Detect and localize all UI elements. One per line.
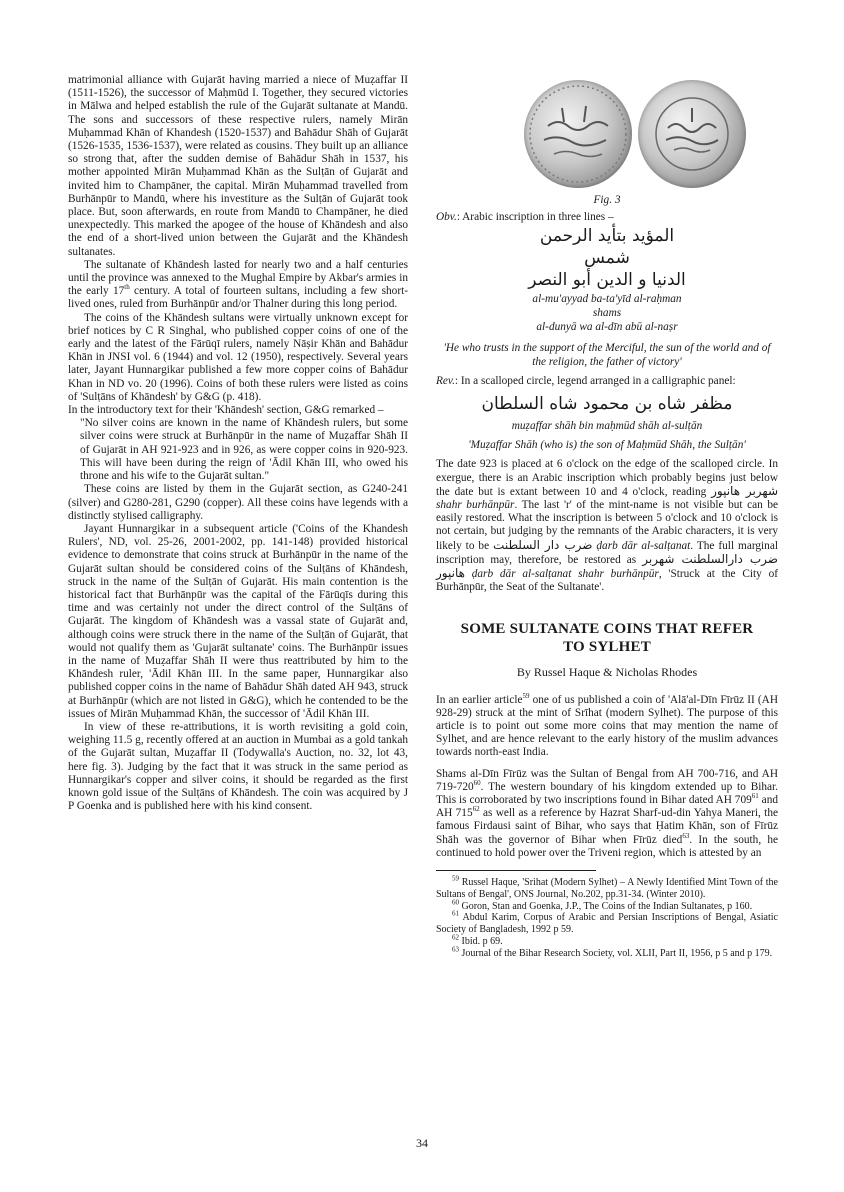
coin-reverse-image xyxy=(638,80,746,188)
text-span: as well as a reference by Hazrat Sharf-ud-din Yahya Maneri, the famous Firdausi saint of Bihar, who says that Ḥatim Khān, son of Fīrūz Shāh was the governor of Bihar when Fīrūz died xyxy=(436,807,778,846)
italic-span: ḍarb dār al-salṭanat shahr burhānpūr xyxy=(464,568,659,581)
footnote-ref[interactable]: 59 xyxy=(522,691,530,700)
footnote-divider xyxy=(436,870,596,871)
italic-span: ḍarb dār al-salṭanat xyxy=(592,539,691,552)
text-span: and AH 715 xyxy=(436,794,778,820)
footnote-number: 60 xyxy=(452,898,459,907)
footnote-text: Goron, Stan and Goenka, J.P., The Coins of the Indian Sultanates, p 160. xyxy=(459,900,753,912)
arabic-inline: ضرب دارالسلطنت شهربر هانپور xyxy=(436,551,778,581)
footnote-number: 59 xyxy=(452,874,459,883)
transliteration xyxy=(436,292,778,334)
text-span: : Arabic inscription in three lines – xyxy=(456,211,614,224)
italic-span: shahr burhānpūr xyxy=(436,499,515,512)
figure-caption: Fig. 3 xyxy=(593,194,621,206)
paragraph: In view of these re-attributions, it is worth revisiting a gold coin, weighing 11.5 g, recently offered at an auction in Mumbai as a gold tankah of the Gujarāt sultan, Muẓaffar II (Todywalla's Auction, no. 32, lot 43, here fig. 3). Judging by the fact that it was struck in the same period as Hunnargikar's copper and silver coins, it should be regarded as the first known gold issue of the Sulṭāns of Khāndesh. The coin was acquired by J P Goenka and is published here with his kind consent. xyxy=(68,720,408,813)
footnote-ref[interactable]: 62 xyxy=(472,805,480,814)
arabic-inline: شهربر هانپور xyxy=(711,483,779,498)
footnote-number: 61 xyxy=(452,910,459,919)
footnote xyxy=(436,912,778,936)
footnote xyxy=(436,898,778,913)
heading-line: SOME SULTANATE COINS THAT REFER xyxy=(460,621,754,638)
translation: 'He who trusts in the support of the Merciful, the sun of the world and of the religion, the father of victory' xyxy=(443,342,771,368)
superscript: th xyxy=(124,283,130,292)
translit-line: al-dunyā wa al-dīn abū al-naṣr xyxy=(536,321,678,334)
transliteration: muẓaffar shāh bin maḥmūd shāh al-sulṭān xyxy=(511,420,703,433)
paragraph xyxy=(436,768,778,860)
right-column xyxy=(436,80,778,960)
text-span: : In a scalloped circle, legend arranged in a calligraphic panel: xyxy=(454,374,736,387)
footnote-text: Ibid. p 69. xyxy=(459,936,503,948)
reverse-description xyxy=(436,375,778,388)
paragraph: Jayant Hunnargikar in a subsequent article ('Coins of the Khandesh Rulers', ND, vol. 25-26, 2001-2002, pp. 141-148) provided historical evidence to demonstrate that coins struck at Burhānpūr in the name of the Gujarāt sultan should be considered coins of the Sulṭāns of Khāndesh, struck in the name of the Sulṭān of Gujarāt. His main contention is the historical fact that Burhānpūr was the capital of the Fārūqīs during this time and was certainly not under the direct control of the Sulṭāns of Gujarāt. The kingdom of Khāndesh was a vassal state of Gujarāt and, although coins were struck there in the name of the Sulṭān of Gujarāt, that would not qualify them as 'Gujarāt sultanate' coins. The Burhānpūr issues in the name of Muẓaffar Shāh II were thus reattributed by him to the Khāndesh ruler, 'Ādil Khān III. In the same paper, Hunnargikar also published copper coins in the name of Bahādur Shāh dated AH 943, struck at Burhānpūr (which are not listed in G&G), which he contended to be the issues of Mirān Muḥammad Khān, the successor of 'Ādil Khān III. xyxy=(68,522,408,720)
paragraph xyxy=(68,259,408,312)
article-heading xyxy=(436,620,778,656)
text-span: In an earlier article xyxy=(436,693,523,706)
footnote-text: Journal of the Bihar Research Society, vol. XLII, Part II, 1956, p 5 and p 179. xyxy=(459,947,773,959)
footnote-ref[interactable]: 61 xyxy=(751,792,759,801)
footnote-ref[interactable]: 60 xyxy=(473,779,481,788)
text-span: The date 923 is placed at 6 o'clock on the edge of the scalloped circle. In exergue, there is an Arabic inscription which probably begins just below the date but is extant between 10 and 4 o'clock, reading xyxy=(436,458,778,498)
text-span: . In the south, he continued to hold power over the Triveni region, which is attested by an xyxy=(436,833,778,859)
paragraph xyxy=(436,458,778,594)
reverse-label: Rev. xyxy=(436,374,455,387)
footnote-text: Russel Haque, 'Srihat (Modern Sylhet) – A Newly Identified Mint Town of the Sultans of Bengal', ONS Journal, No.202, pp.31-34. (Winter 2010). xyxy=(436,877,778,900)
footnote-text: Abdul Karim, Corpus of Arabic and Persian Inscriptions of Bengal, Asiatic Society of Bangladesh, 1992 p 59. xyxy=(436,912,778,936)
text-span: . The western boundary of his kingdom extended up to Bihar. This is corroborated by two inscriptions found in Bihar dated AH 709 xyxy=(436,780,778,807)
translit-line: al-mu'ayyad ba-ta'yīd al-raḥman xyxy=(532,293,682,306)
paragraph: These coins are listed by them in the Gujarāt section, as G240-241 (silver) and G280-281, G290 (copper). All these coins have legends with a distinctly stylised calligraphy. xyxy=(68,483,408,522)
heading-line: TO SYLHET xyxy=(563,639,651,656)
byline: By Russel Haque & Nicholas Rhodes xyxy=(516,665,698,680)
text-span: . The last 'r' of the mint-name is not visible but can be easily restored. What the inscription is between 5 o'clock and 10 o'clock is not certain, but judging by the remnants of the Arabic characters, it is very likely to be xyxy=(436,499,778,552)
text-span: The sultanate of Khāndesh lasted for nearly two and a half centuries until the province was annexed to the Mughal Empire by Akbar's armies in the early 17 xyxy=(68,258,408,298)
coin-obverse-image xyxy=(524,80,632,188)
paragraph: In the introductory text for their 'Khāndesh' section, G&G remarked – xyxy=(68,404,384,417)
footnote-ref[interactable]: 63 xyxy=(682,831,690,840)
coin-figure xyxy=(492,80,778,188)
footnote xyxy=(436,874,778,901)
arabic-line: شمس xyxy=(584,248,630,269)
page-number: 34 xyxy=(416,1136,428,1150)
left-column xyxy=(68,74,408,813)
arabic-line: المؤيد بتأيد الرحمن xyxy=(539,226,675,247)
obverse-description xyxy=(436,211,778,224)
paragraph: matrimonial alliance with Gujarāt having married a niece of Muẓaffar II (1511-1526), the successor of Maḥmūd I. Together, they secured victories in Mālwa and helped establish the rule of the Gujarāt sultanate at Mandū. The sons and successors of these respective rulers, namely Mirān Muḥammad Khān of Khandesh (1520-1537) and Bahādur Shāh of Gujarāt (1526-1535, 1536-1537), were related as cousins. They built up an alliance so strong that, after the sudden demise of Bahādur Shāh in 1537, his mother appointed Mirān Muḥammad Khān as the Sulṭān of Gujarāt and invited him to Champāner, the capital. Mirān Muḥammad travelled from Burhānpūr to Mandū, where his investiture as the Sulṭān of Gujarāt took place. But, soon afterwards, en route from Mandū to Champāner, he died unexpectedly. This marked the apogee of the house of Khāndesh and also the end of a short-lived union between the Gujarāt and the Khāndesh sultanates. xyxy=(68,74,408,258)
arabic-line: الدنيا و الدين أبو النصر xyxy=(528,270,686,291)
obverse-label: Obv. xyxy=(436,211,457,224)
translation: 'Muẓaffar Shāh (who is) the son of Maḥmūd Shāh, the Sulṭān' xyxy=(468,439,746,452)
footnote-number: 62 xyxy=(452,933,459,942)
text-span: century. A total of fourteen sultans, including a few short-lived ones, ruled from Burhānpūr and/or Thalner during this long period. xyxy=(68,285,408,311)
paragraph: The coins of the Khāndesh sultans were virtually unknown except for brief notices by C R Singhal, who published copper coins of one of the early and the latest of the Fārūqī rulers, namely Nāṣir Khān and Bahādur Khān in JNSI vol. 6 (1944) and vol. 12 (1950), respectively. Several years later, Jayant Hunnargikar published a few more copper coins of Bahādur Khan in ND vo. 20 (1996). Coins of both these rulers were listed as coins of 'Sulṭāns of Khāndesh' by G&G (p. 418). xyxy=(68,311,408,403)
text-span: one of us published a coin of 'Alā'al-Dīn Fīrūz II (AH 928-29) struck at the mint of Srīhat (modern Sylhet). The purpose of this article is to point out some more coins that may mention the name of Sylhet, and are hence relevant to the early history of the muslim advances towards north-east India. xyxy=(436,693,779,759)
text-span: , 'Struck at the City of Burhānpūr, the Seat of the Sultanate'. xyxy=(436,568,778,594)
arabic-inline: ضرب دار السلطنت xyxy=(493,537,593,552)
text-span: . The full marginal inscription may, therefore, be restored as xyxy=(436,539,778,566)
block-quote: "No silver coins are known in the name of Khāndesh rulers, but some silver coins were struck at Burhānpūr in the name of Muẓaffar Shāh II of Gujarāt in AH 921-923 and in 926, as were copper coins in 920-923. This will have been during the reign of 'Ādil Khān III, who owed his throne and his wife to the Gujarāt sultan." xyxy=(80,417,408,483)
footnote-number: 63 xyxy=(452,945,459,954)
footnote xyxy=(436,945,778,960)
arabic-line: مظفر شاه بن محمود شاه السلطان xyxy=(481,394,733,415)
footnotes xyxy=(436,874,778,960)
paragraph xyxy=(436,691,779,760)
translit-line: shams xyxy=(592,307,622,320)
text-span: Shams al-Dīn Fīrūz was the Sultan of Bengal from AH 700-716, and AH 719-720 xyxy=(436,767,778,793)
footnote xyxy=(436,933,778,948)
